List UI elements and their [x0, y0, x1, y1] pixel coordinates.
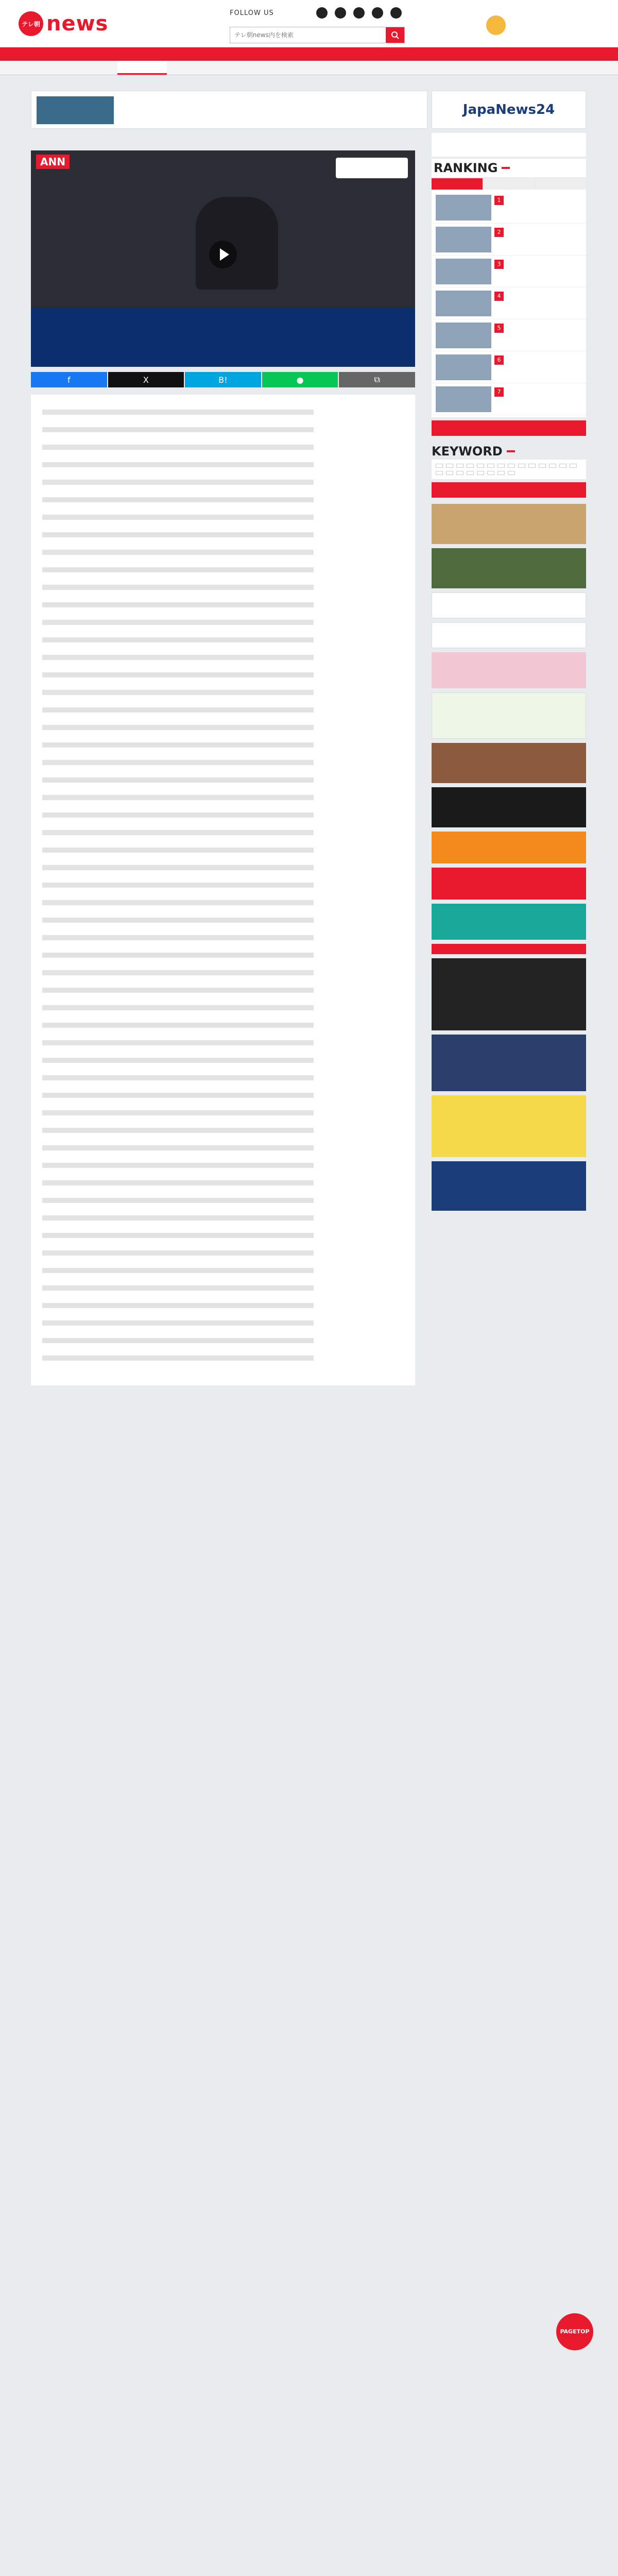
ranking-number: 6	[494, 355, 504, 365]
ranking-list	[432, 190, 586, 417]
nav-item[interactable]	[216, 61, 266, 75]
article-paragraph	[42, 480, 404, 490]
article-paragraph	[42, 795, 404, 805]
article-paragraph	[42, 602, 404, 613]
keyword-tag[interactable]	[436, 464, 443, 468]
breadcrumb[interactable]	[19, 133, 427, 146]
sidebar-banner[interactable]	[432, 592, 586, 618]
article-paragraph	[42, 742, 404, 753]
article-paragraph	[42, 1198, 404, 1208]
sidebar-banner[interactable]	[432, 504, 586, 544]
main-nav	[0, 61, 618, 75]
ranking-thumbnail	[436, 259, 491, 284]
ranking-number: 2	[494, 228, 504, 237]
social-links	[316, 7, 402, 19]
ranking-item[interactable]	[432, 351, 586, 383]
hatena-icon: B!	[218, 375, 228, 385]
article-paragraph	[42, 532, 404, 543]
tiktok-icon[interactable]	[390, 7, 402, 19]
article-paragraph	[42, 988, 404, 998]
ranking-number: 1	[494, 196, 504, 205]
article-paragraph	[42, 725, 404, 735]
article-paragraph	[42, 1005, 404, 1015]
article-section-heading	[42, 427, 404, 437]
ranking-item[interactable]	[432, 224, 586, 256]
search-button[interactable]	[386, 27, 404, 43]
article-paragraph	[42, 953, 404, 963]
article-paragraph	[42, 1163, 404, 1173]
article-paragraph	[42, 935, 404, 945]
alert-strip[interactable]	[31, 91, 427, 129]
article-paragraph	[42, 1250, 404, 1261]
sidebar-banner[interactable]	[432, 1161, 586, 1211]
article-paragraph	[42, 1128, 404, 1138]
article-paragraph	[42, 1145, 404, 1156]
article-paragraph	[42, 1338, 404, 1348]
logo-text: news	[46, 12, 109, 36]
keyword-tag[interactable]	[559, 464, 566, 468]
ranking-number: 3	[494, 260, 504, 269]
sidebar-banner[interactable]	[432, 743, 586, 783]
article-paragraph	[42, 1215, 404, 1226]
breaking-banner[interactable]	[0, 47, 618, 61]
ranking-item[interactable]	[432, 256, 586, 287]
keyword-tag[interactable]	[446, 471, 453, 475]
pagetop-button[interactable]: PAGETOP	[556, 2313, 593, 2350]
article-paragraph	[42, 1093, 404, 1103]
link-icon: ⧉	[374, 375, 380, 384]
article-paragraph	[42, 865, 404, 875]
article-paragraph	[42, 655, 404, 665]
x-icon: X	[143, 375, 149, 385]
nav-item[interactable]	[464, 61, 513, 75]
keyword-tag[interactable]	[477, 471, 484, 475]
ranking-item[interactable]	[432, 319, 586, 351]
nav-item[interactable]	[68, 61, 117, 75]
article-paragraph	[42, 970, 404, 980]
sidebar-banner[interactable]	[432, 652, 586, 688]
site-logo[interactable]	[19, 11, 108, 36]
channel-logo	[336, 158, 408, 178]
nav-item[interactable]	[365, 61, 414, 75]
article-paragraph	[42, 848, 404, 858]
keyword-tag[interactable]	[539, 464, 546, 468]
article-paragraph	[42, 1040, 404, 1050]
article-paragraph	[42, 1268, 404, 1278]
ranking-tab-3[interactable]	[535, 178, 586, 190]
line-share-button[interactable]	[262, 372, 338, 387]
ann-badge: ANN	[36, 155, 70, 169]
sidebar-banner[interactable]	[432, 622, 586, 648]
sidebar-banner[interactable]	[432, 868, 586, 900]
search-input[interactable]	[230, 27, 380, 43]
article-paragraph	[42, 410, 404, 420]
sidebar-banner[interactable]	[432, 548, 586, 588]
keyword-pill	[507, 450, 515, 452]
article-section-heading	[42, 567, 404, 578]
article-paragraph	[42, 1075, 404, 1086]
keyword-tag[interactable]	[487, 471, 494, 475]
search-icon	[391, 31, 399, 39]
keyword-list	[432, 460, 586, 479]
article-paragraph	[42, 1303, 404, 1313]
nav-item[interactable]	[315, 61, 365, 75]
sidebar-banner[interactable]	[432, 692, 586, 739]
instagram-icon[interactable]	[372, 7, 383, 19]
ranking-thumbnail	[436, 323, 491, 348]
x-share-button[interactable]	[108, 372, 184, 387]
keyword-tag[interactable]	[477, 464, 484, 468]
keyword-tag[interactable]	[508, 471, 515, 475]
keyword-tag[interactable]	[497, 464, 505, 468]
article-paragraph	[42, 1285, 404, 1296]
ranking-thumbnail	[436, 386, 491, 412]
article-body	[31, 395, 415, 1385]
alert-thumbnail	[37, 96, 114, 124]
share-buttons	[31, 372, 415, 387]
article-paragraph	[42, 672, 404, 683]
sidebar-banner[interactable]	[432, 904, 586, 940]
ranking-number: 7	[494, 387, 504, 397]
follow-us-label: FOLLOW US	[230, 9, 274, 17]
ranking-item[interactable]	[432, 287, 586, 319]
ranking-thumbnail	[436, 195, 491, 221]
logo-mark: テレ朝	[19, 11, 43, 36]
article-paragraph	[42, 777, 404, 788]
keyword-tag[interactable]	[508, 464, 515, 468]
article-paragraph	[42, 707, 404, 718]
ranking-number: 5	[494, 324, 504, 333]
ranking-thumbnail	[436, 354, 491, 380]
ranking-pill	[502, 167, 510, 169]
ranking-title: RANKING	[434, 161, 498, 175]
keyword-title: KEYWORD	[432, 444, 503, 459]
article-paragraph	[42, 883, 404, 893]
keyword-tag[interactable]	[436, 471, 443, 475]
keyword-tag[interactable]	[518, 464, 525, 468]
facebook-icon: f	[67, 375, 71, 385]
line-icon: ●	[296, 375, 304, 385]
article-paragraph	[42, 497, 404, 507]
keyword-tag[interactable]	[497, 471, 505, 475]
sidebar-banner[interactable]	[432, 944, 586, 954]
article-paragraph	[42, 690, 404, 700]
keyword-tag[interactable]	[570, 464, 577, 468]
nav-item[interactable]	[167, 61, 216, 75]
keyword-tag[interactable]	[446, 464, 453, 468]
article-paragraph	[42, 1058, 404, 1068]
keyword-tag[interactable]	[467, 471, 474, 475]
video-player[interactable]	[31, 150, 415, 367]
ranking-thumbnail	[436, 291, 491, 316]
nav-item[interactable]	[117, 61, 167, 75]
nav-item[interactable]	[513, 61, 562, 75]
ranking-number: 4	[494, 292, 504, 301]
article-section-heading	[42, 1180, 404, 1191]
article-paragraph	[42, 1355, 404, 1366]
facebook-icon[interactable]	[335, 7, 346, 19]
article-section-heading	[42, 1023, 404, 1033]
ranking-thumbnail	[436, 227, 491, 252]
sun-icon	[486, 15, 506, 35]
search-box	[230, 27, 405, 43]
sidebar-ad-note	[432, 133, 586, 157]
ranking-item[interactable]	[432, 192, 586, 224]
article-paragraph	[42, 1320, 404, 1331]
article-paragraph	[42, 637, 404, 648]
article-paragraph	[42, 515, 404, 525]
nav-item[interactable]	[19, 61, 68, 75]
ranking-tabs	[432, 178, 586, 190]
youtube-icon[interactable]	[353, 7, 365, 19]
article-paragraph	[42, 620, 404, 630]
x-icon[interactable]	[316, 7, 328, 19]
sidebar	[432, 91, 586, 1211]
article-paragraph	[42, 1110, 404, 1121]
article-paragraph	[42, 1233, 404, 1243]
keyword-header	[432, 443, 586, 460]
japanews24-logo[interactable]: JapaNews24	[432, 91, 586, 129]
article-paragraph	[42, 760, 404, 770]
ranking-item[interactable]	[432, 383, 586, 415]
article-paragraph	[42, 918, 404, 928]
keyword-tag[interactable]	[456, 464, 464, 468]
play-icon[interactable]	[209, 241, 237, 268]
site-header	[0, 0, 618, 47]
article-paragraph	[42, 900, 404, 910]
ranking-header	[432, 159, 586, 177]
ranking-tab-2[interactable]	[484, 178, 535, 190]
article-paragraph	[42, 585, 404, 595]
sidebar-banner[interactable]	[432, 1095, 586, 1157]
facebook-share-button[interactable]	[31, 372, 107, 387]
nav-item[interactable]	[266, 61, 315, 75]
nav-item[interactable]	[414, 61, 464, 75]
keyword-more-button[interactable]	[432, 482, 586, 498]
sidebar-banner[interactable]	[432, 958, 586, 1030]
copy-link-button[interactable]	[339, 372, 415, 387]
sidebar-banner[interactable]	[432, 832, 586, 863]
keyword-tag[interactable]	[487, 464, 494, 468]
keyword-tag[interactable]	[528, 464, 536, 468]
article-paragraph	[42, 445, 404, 455]
video-caption-bar	[31, 308, 415, 367]
sidebar-banner[interactable]	[432, 1035, 586, 1091]
article-main	[19, 133, 427, 1385]
ranking-tab-1[interactable]	[432, 178, 483, 190]
article-paragraph	[42, 550, 404, 560]
keyword-tag[interactable]	[549, 464, 556, 468]
article-paragraph	[42, 830, 404, 840]
video-frame-figure	[196, 197, 278, 290]
keyword-tag[interactable]	[456, 471, 464, 475]
keyword-tag[interactable]	[467, 464, 474, 468]
ranking-more-button[interactable]	[432, 420, 586, 436]
hatena-share-button[interactable]	[185, 372, 261, 387]
article-paragraph	[42, 812, 404, 823]
sidebar-banners	[432, 504, 586, 1211]
weather-widget[interactable]	[446, 5, 611, 44]
sidebar-banner[interactable]	[432, 787, 586, 827]
article-paragraph	[42, 462, 404, 472]
